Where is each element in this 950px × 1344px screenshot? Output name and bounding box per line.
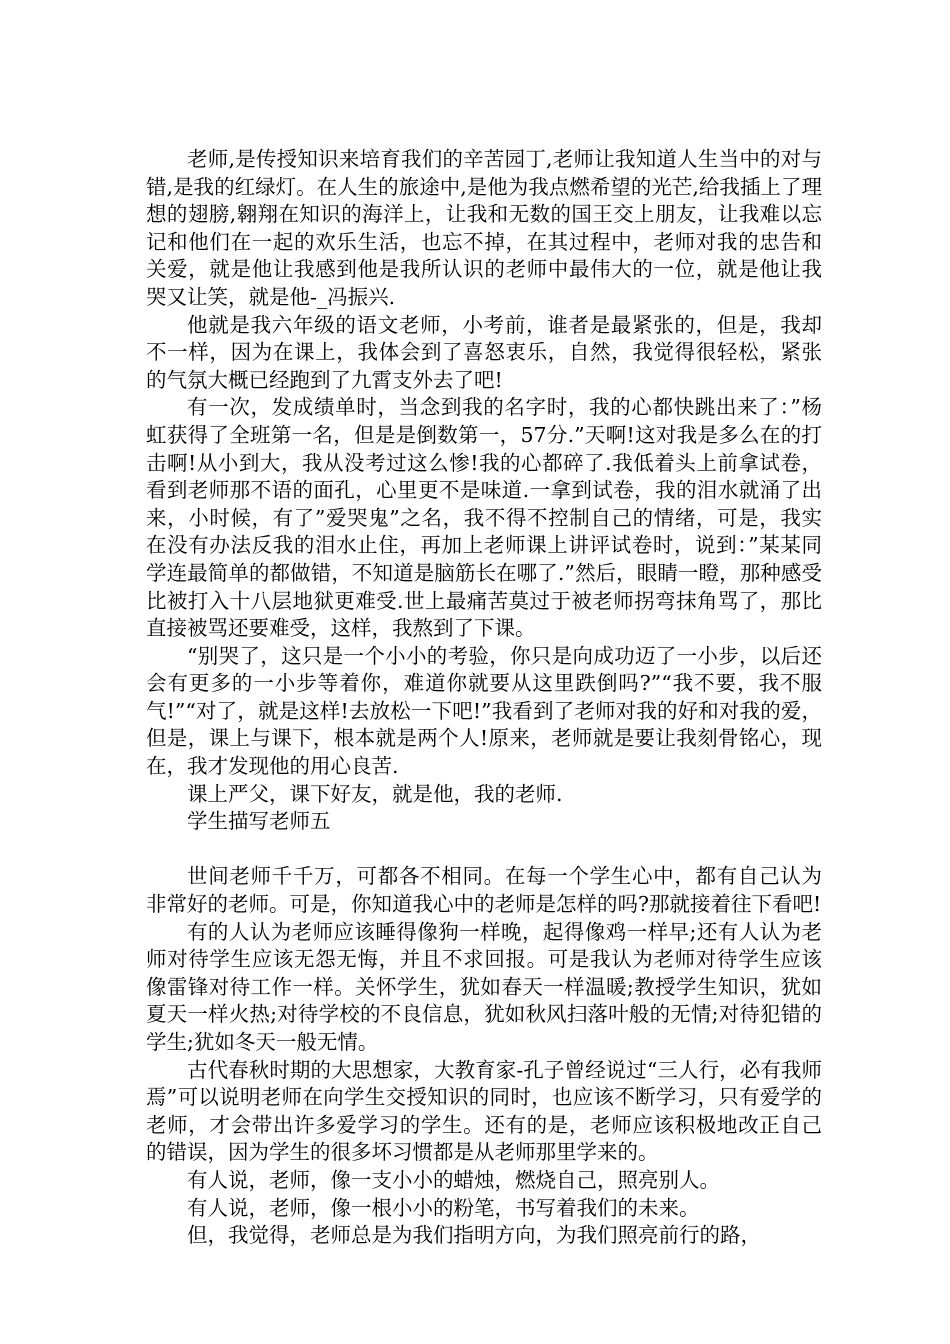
paragraph-chalk: 有人说，老师，像一根小小的粉笔，书写着我们的未来。 xyxy=(187,1195,700,1220)
paragraph-many-teachers: 世间老师千千万，可都各不相同。在每一个学生心中，都有自己认为非常好的老师。可是，你知道我心中的老师是怎样的吗?那就接着往下看吧! xyxy=(146,864,822,917)
blank-line xyxy=(146,836,822,864)
paragraph-intro: 老师,是传授知识来培育我们的辛苦园丁,老师让我知道人生当中的对与错,是我的红绿灯。在人生的旅途中,是他为我点燃希望的光芒,给我插上了理想的翅膀,翱翔在知识的海洋上，让我和无数的国王交上朋友，让我难以忘记和他们在一起的欢乐生活，也忘不掉，在其过程中，老师对我的忠告和关爱，就是他让我感到他是我所认识的老师中最伟大的一位，就是他让我哭又让笑，就是他-_冯振兴. xyxy=(146,147,822,309)
paragraph-candle: 有人说，老师，像一支小小的蜡烛，燃烧自己，照亮别人。 xyxy=(187,1167,720,1192)
section-title: 学生描写老师五 xyxy=(187,809,331,834)
paragraph-seasons: 有的人认为老师应该睡得像狗一样晚，起得像鸡一样早;还有人认为老师对待学生应该无怨无悔，并且不求回报。可是我认为老师对待学生应该像雷锋对待工作一样。关怀学生，犹如春天一样温暖;教授学生知识，犹如夏天一样火热;对待学校的不良信息，犹如秋风扫落叶般的无情;对待犯错的学生;犹如冬天一般无情。 xyxy=(146,919,822,1054)
paragraph-confucius: 古代春秋时期的大思想家，大教育家-孔子曾经说过“三人行，必有我师焉”可以说明老师在向学生交授知识的同时，也应该不断学习，只有爱学的老师，才会带出许多爱学习的学生。还有的是，老师应该积极地改正自己的错误，因为学生的很多坏习惯都是从老师那里学来的。 xyxy=(146,1057,822,1165)
paragraph-report-card: 有一次，发成绩单时，当念到我的名字时，我的心都快跳出来了：”杨虹获得了全班第一名，但是是倒数第一，57分.”天啊!这对我是多么在的打击啊!从小到大，我从没考过这么惨!我的心都碎了.我低着头上前拿试卷，看到老师那不语的面孔，心里更不是味道.一拿到试卷，我的泪水就涌了出来，小时候，有了”爱哭鬼”之名，我不得不控制自己的情绪，可是，我实在没有办法反我的泪水止住，再加上老师课上讲评试卷时，说到：”某某同学连最简单的都做错，不知道是脑筋长在哪了.”然后，眼睛一瞪，那种感受比被打入十八层地狱更难受.世上最痛苦莫过于被老师拐弯抹角骂了，那比直接被骂还要难受，这样，我熬到了下课。 xyxy=(146,395,822,641)
paragraph-strict-father: 课上严父，课下好友，就是他，我的老师. xyxy=(187,781,563,806)
paragraph-comfort: “别哭了，这只是一个小小的考验，你只是向成功迈了一小步，以后还会有更多的一小步等着你，难道你就要从这里跌倒吗?”“我不要，我不服气!”“对了，就是这样!去放松一下吧!”我看到了老师对我的好和对我的爱，但是，课上与课下，根本就是两个人!原来，老师就是要让我刻骨铭心，现在，我才发现他的用心良苦. xyxy=(146,643,822,779)
document-body xyxy=(146,146,822,1250)
paragraph-direction: 但，我觉得，老师总是为我们指明方向，为我们照亮前行的路， xyxy=(187,1223,761,1248)
paragraph-sixth-grade-teacher: 他就是我六年级的语文老师，小考前，谁者是最紧张的，但是，我却不一样，因为在课上，我体会到了喜怒衷乐，自然，我觉得很轻松，紧张的气氛大概已经跑到了九霄支外去了吧! xyxy=(146,312,822,392)
